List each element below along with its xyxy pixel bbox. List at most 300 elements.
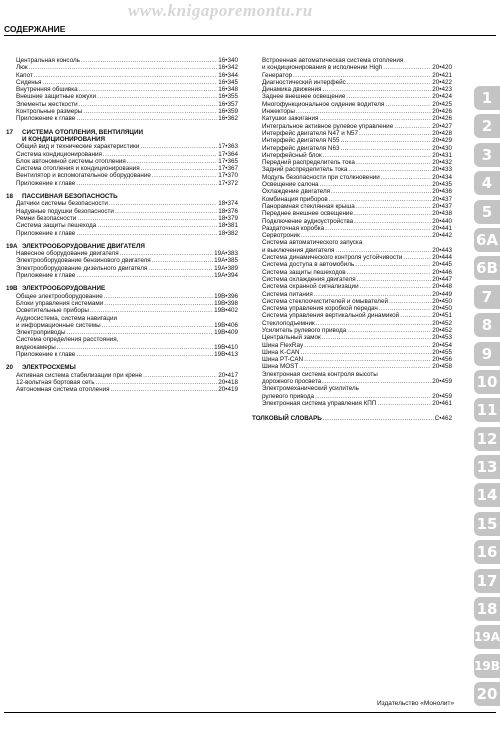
dot-leader bbox=[347, 79, 432, 86]
dot-leader bbox=[383, 64, 431, 71]
entry-title: Капот bbox=[16, 71, 33, 79]
toc-entry[interactable] bbox=[6, 200, 238, 207]
entry-page: 20•461 bbox=[432, 399, 452, 407]
toc-entry[interactable] bbox=[6, 208, 238, 215]
entry-title: Внутренняя обшивка bbox=[16, 86, 78, 94]
entry-title: Общий вид и технические характеристики bbox=[16, 143, 140, 151]
dot-leader bbox=[325, 225, 431, 232]
chapter-number: 17 bbox=[6, 128, 14, 136]
toc-entry[interactable] bbox=[6, 230, 238, 237]
chapter-tab[interactable]: 10 bbox=[474, 370, 500, 394]
entry-page: 20•456 bbox=[432, 356, 452, 364]
entry-page: 20•454 bbox=[432, 341, 452, 349]
entry-page: 20•424 bbox=[432, 93, 452, 101]
dot-leader bbox=[103, 151, 217, 158]
toc-entry[interactable] bbox=[252, 86, 452, 93]
dot-leader bbox=[301, 232, 431, 239]
entry-page: 20•420 bbox=[432, 64, 452, 72]
dot-leader bbox=[347, 327, 431, 334]
toc-entry[interactable] bbox=[6, 344, 238, 351]
entry-title: Интерфейс двигателя N63 bbox=[262, 144, 340, 152]
dot-leader bbox=[296, 108, 431, 115]
entry-title: Приложение к главе bbox=[16, 179, 76, 187]
toc-entry[interactable] bbox=[6, 272, 238, 279]
entry-title: Контрольные размеры bbox=[16, 108, 83, 116]
entry-page: 16•357 bbox=[218, 100, 238, 108]
toc-entry[interactable] bbox=[252, 181, 452, 188]
entry-page: 19B•398 bbox=[214, 299, 238, 307]
entry-page: 20•459 bbox=[432, 378, 452, 386]
entry-title: Интерфейс двигателя N55 bbox=[262, 137, 340, 145]
entry-page: 17•364 bbox=[218, 150, 238, 158]
entry-page: 20•441 bbox=[432, 224, 452, 232]
entry-title: 12-вольтная бортовая сеть bbox=[16, 378, 95, 386]
dot-leader bbox=[394, 123, 431, 130]
dot-leader bbox=[304, 356, 431, 363]
toc-entry[interactable] bbox=[252, 123, 452, 130]
toc-entry[interactable] bbox=[252, 261, 452, 268]
entry-title: Система стеклоочистителей и омывателей bbox=[262, 297, 388, 305]
toc-entry[interactable] bbox=[6, 158, 238, 165]
entry-title: Автономная система отопления bbox=[16, 386, 110, 394]
entry-title: Система доступа в автомобиль bbox=[262, 261, 355, 269]
entry-title: Шина FlexRay bbox=[262, 341, 304, 349]
dot-leader bbox=[335, 247, 431, 254]
entry-title: Система управления вертикальной динамикой bbox=[262, 312, 400, 320]
entry-page: 20•435 bbox=[432, 181, 452, 189]
entry-page: 20•432 bbox=[432, 159, 452, 167]
entry-title: Многофункциональное сидение водителя bbox=[262, 100, 385, 108]
chapter-tab[interactable]: 4 bbox=[474, 171, 500, 195]
toc-entry[interactable] bbox=[6, 307, 238, 314]
dot-leader bbox=[102, 322, 213, 329]
entry-page: 20•459 bbox=[432, 392, 452, 400]
chapter-tab[interactable]: 8 bbox=[474, 313, 500, 337]
dot-leader bbox=[347, 269, 432, 276]
dot-leader bbox=[76, 351, 213, 358]
entry-page: 20•455 bbox=[432, 348, 452, 356]
dot-leader bbox=[96, 379, 218, 386]
entry-title: Диагностический интерфейс bbox=[262, 78, 346, 86]
toc-entry[interactable] bbox=[252, 356, 452, 363]
chapter-tab[interactable]: 20 bbox=[474, 682, 500, 706]
entry-page: 20•437 bbox=[432, 195, 452, 203]
entry-page: 20•429 bbox=[432, 137, 452, 145]
toc-entry[interactable] bbox=[252, 203, 452, 210]
dot-leader bbox=[66, 329, 213, 336]
dot-leader bbox=[90, 307, 213, 314]
toc-entry[interactable] bbox=[252, 291, 452, 298]
chapter-tab[interactable]: 6A bbox=[474, 228, 500, 252]
entry-page: 20•430 bbox=[432, 144, 452, 152]
entry-page: 18•381 bbox=[218, 222, 238, 230]
dot-leader bbox=[141, 165, 218, 172]
entry-page: 17•370 bbox=[218, 172, 238, 180]
chapter-tab[interactable]: 6B bbox=[474, 256, 500, 280]
entry-title: Генератор bbox=[262, 71, 293, 79]
entry-title: Передний распределитель тока bbox=[262, 159, 355, 167]
entry-page: 20•421 bbox=[432, 71, 452, 79]
chapter-title: ПАССИВНАЯ БЕЗОПАСНОСТЬ bbox=[22, 193, 118, 201]
entry-page: 20•447 bbox=[432, 275, 452, 283]
toc-entry[interactable] bbox=[252, 145, 452, 152]
entry-title: Заднее внешнее освещение bbox=[262, 93, 346, 101]
dot-leader bbox=[354, 210, 431, 217]
dot-leader bbox=[76, 272, 213, 279]
glossary-page: С•462 bbox=[434, 415, 452, 423]
chapter-heading[interactable] bbox=[6, 285, 238, 292]
dot-leader bbox=[77, 215, 217, 222]
toc-entry-line: Аудиосистема, система навигации bbox=[16, 314, 118, 322]
entry-page: 20•426 bbox=[432, 115, 452, 123]
entry-title: Система управления коробкой передач bbox=[262, 305, 378, 313]
toc-entry[interactable] bbox=[6, 93, 238, 100]
dot-leader bbox=[104, 300, 213, 307]
entry-page: 19B•406 bbox=[214, 321, 238, 329]
dot-leader bbox=[385, 101, 431, 108]
dot-leader bbox=[400, 312, 431, 319]
entry-title: Задний распределитель тока bbox=[262, 166, 348, 174]
chapter-tab[interactable]: 16 bbox=[474, 540, 500, 564]
toc-entry[interactable] bbox=[252, 188, 452, 195]
chapter-tab[interactable]: 2 bbox=[474, 114, 500, 138]
dot-leader bbox=[354, 218, 431, 225]
entry-title: Приложение к главе bbox=[16, 229, 76, 237]
toc-entry-line: Встроенная автоматическая система отопления bbox=[262, 57, 404, 64]
dot-leader bbox=[299, 363, 431, 370]
entry-title: Центральный замок bbox=[262, 334, 321, 342]
toc-entry[interactable] bbox=[252, 334, 452, 341]
entry-title: Электроприводы bbox=[16, 329, 66, 337]
entry-page: 20•453 bbox=[432, 334, 452, 342]
toc-entry[interactable] bbox=[6, 86, 238, 93]
toc-entry[interactable] bbox=[252, 196, 452, 203]
toc-entry[interactable] bbox=[252, 269, 452, 276]
entry-title: Подключение аудиоустройства bbox=[262, 217, 354, 225]
toc-entry[interactable] bbox=[252, 137, 452, 144]
entry-page: 20•431 bbox=[432, 151, 452, 159]
toc-entry-line: Электронная система контроля высоты bbox=[262, 370, 378, 378]
toc-entry[interactable] bbox=[252, 320, 452, 327]
toc-entry[interactable] bbox=[6, 64, 238, 71]
dot-leader bbox=[109, 200, 217, 207]
entry-title: Сиденья bbox=[16, 78, 42, 86]
entry-title: Вентилятор и вспомогательное оборудование bbox=[16, 172, 151, 180]
chapter-tab[interactable]: 11 bbox=[474, 398, 500, 422]
entry-title: Внешние защитные кожухи bbox=[16, 93, 97, 101]
toc-entry[interactable] bbox=[252, 210, 452, 217]
dot-leader bbox=[360, 283, 432, 290]
entry-page: 16•359 bbox=[218, 108, 238, 116]
entry-title: Люк bbox=[16, 64, 28, 72]
watermark: www.knigaporemontu.ru bbox=[128, 1, 313, 20]
entry-title: дорожного просвета bbox=[262, 378, 322, 386]
toc-entry[interactable] bbox=[6, 293, 238, 300]
entry-page: 16•342 bbox=[218, 64, 238, 72]
entry-page: 20•436 bbox=[432, 188, 452, 196]
entry-title: Блоки управления системами bbox=[16, 299, 104, 307]
toc-entry[interactable] bbox=[6, 215, 238, 222]
toc-entry[interactable] bbox=[252, 166, 452, 173]
toc-entry[interactable] bbox=[6, 72, 238, 79]
entry-title: Освещение салона bbox=[262, 181, 319, 189]
entry-page: 20•419 bbox=[218, 386, 238, 394]
toc-entry[interactable] bbox=[6, 143, 238, 150]
entry-page: 19A•394 bbox=[214, 272, 238, 280]
chapter-number: 18 bbox=[6, 193, 14, 201]
entry-page: 20•417 bbox=[218, 371, 238, 379]
chapter-tab[interactable]: 19A bbox=[474, 625, 500, 649]
dot-leader bbox=[143, 372, 217, 379]
entry-title: Система отопления и кондиционирования bbox=[16, 165, 140, 173]
dot-leader bbox=[322, 86, 431, 93]
entry-page: 19A•385 bbox=[214, 257, 238, 265]
chapter-tab[interactable]: 17 bbox=[474, 569, 500, 593]
entry-title: Система защиты пешехода bbox=[16, 222, 97, 230]
entry-title: Охлаждение двигателя bbox=[262, 188, 331, 196]
dot-leader bbox=[329, 196, 432, 203]
toc-entry[interactable] bbox=[252, 349, 452, 356]
entry-title: Модуль безопасности при столкновении bbox=[262, 173, 380, 181]
dot-leader bbox=[76, 180, 217, 187]
dot-leader bbox=[79, 86, 218, 93]
dot-leader bbox=[148, 265, 213, 272]
toc-entry[interactable] bbox=[6, 115, 238, 122]
toc-entry[interactable] bbox=[6, 265, 238, 272]
chapter-heading[interactable] bbox=[6, 129, 238, 136]
toc-entry[interactable] bbox=[252, 393, 452, 400]
toc-entry[interactable] bbox=[252, 363, 452, 370]
dot-leader bbox=[356, 203, 431, 210]
toc-entry[interactable] bbox=[252, 232, 452, 239]
chapter-tab[interactable]: 9 bbox=[474, 342, 500, 366]
entry-title: Инжекторы bbox=[262, 108, 295, 116]
dot-leader bbox=[29, 64, 218, 71]
toc-entry[interactable] bbox=[252, 174, 452, 181]
toc-entry[interactable] bbox=[252, 108, 452, 115]
toc-right-column bbox=[252, 57, 452, 423]
entry-page: 16•340 bbox=[218, 57, 238, 64]
toc-entry[interactable] bbox=[252, 247, 452, 254]
toc-entry[interactable] bbox=[252, 79, 452, 86]
dot-leader bbox=[377, 400, 431, 407]
toc-entry[interactable] bbox=[6, 222, 238, 229]
toc-entry[interactable] bbox=[6, 322, 238, 329]
dot-leader bbox=[331, 188, 431, 195]
glossary-entry[interactable] bbox=[252, 415, 452, 422]
footer-rule bbox=[4, 712, 496, 713]
toc-entry[interactable] bbox=[252, 101, 452, 108]
entry-page: 20•451 bbox=[432, 312, 452, 320]
entry-page: 17•363 bbox=[218, 143, 238, 151]
header-rule bbox=[4, 35, 496, 36]
entry-title: Надувные подушки безопасности bbox=[16, 207, 114, 215]
entry-page: 20•450 bbox=[432, 305, 452, 313]
toc-entry[interactable] bbox=[252, 298, 452, 305]
entry-title: Электронная система управления КПП bbox=[262, 399, 377, 407]
entry-page: 20•423 bbox=[432, 86, 452, 94]
entry-page: 19B•396 bbox=[214, 292, 238, 300]
entry-title: Ремни безопасности bbox=[16, 214, 77, 222]
chapter-tab[interactable]: 3 bbox=[474, 143, 500, 167]
dot-leader bbox=[76, 115, 217, 122]
entry-title: и информационные системы bbox=[16, 321, 101, 329]
dot-leader bbox=[359, 130, 431, 137]
dot-leader bbox=[348, 166, 431, 173]
chapter-title: ЭЛЕКТРООБОРУДОВАНИЕ ДВИГАТЕЛЯ bbox=[22, 242, 145, 250]
toc-entry[interactable] bbox=[6, 351, 238, 358]
entry-page: 20•445 bbox=[432, 261, 452, 269]
dot-leader bbox=[389, 298, 431, 305]
entry-page: 19B•409 bbox=[214, 329, 238, 337]
toc-entry[interactable] bbox=[6, 379, 238, 386]
chapter-tab[interactable]: 1 bbox=[474, 86, 500, 110]
dot-leader bbox=[314, 291, 432, 298]
toc-entry[interactable] bbox=[6, 257, 238, 264]
dot-leader bbox=[152, 172, 217, 179]
toc-entry[interactable] bbox=[252, 115, 452, 122]
entry-title: Блок автономной системы отопления bbox=[16, 157, 126, 165]
chapter-heading[interactable] bbox=[6, 364, 238, 371]
entry-page: 20•452 bbox=[432, 319, 452, 327]
entry-page: 20•427 bbox=[432, 122, 452, 130]
toc-entry-line: Электромеханический усилитель bbox=[262, 385, 359, 393]
chapter-tab[interactable]: 15 bbox=[474, 512, 500, 536]
entry-title: Активная система стабилизации при крене bbox=[16, 371, 143, 379]
entry-page: 18•374 bbox=[218, 200, 238, 208]
entry-title: видеокамеры bbox=[16, 343, 56, 351]
entry-page: 20•418 bbox=[218, 378, 238, 386]
entry-page: 20•434 bbox=[432, 173, 452, 181]
toc-entry[interactable] bbox=[252, 283, 452, 290]
toc-entry[interactable] bbox=[6, 372, 238, 379]
entry-page: 20•440 bbox=[432, 217, 452, 225]
toc-entry[interactable] bbox=[252, 93, 452, 100]
entry-title: Катушки зажигания bbox=[262, 115, 319, 123]
dot-leader bbox=[356, 159, 431, 166]
chapter-tab[interactable]: 18 bbox=[474, 597, 500, 621]
toc-entry[interactable] bbox=[6, 386, 238, 393]
entry-title: Интегральное активное рулевое управление bbox=[262, 122, 394, 130]
dot-leader bbox=[104, 293, 213, 300]
chapter-tab[interactable]: 13 bbox=[474, 455, 500, 479]
dot-leader bbox=[323, 415, 434, 422]
chapter-tab[interactable]: 5 bbox=[474, 200, 500, 224]
toc-entry[interactable] bbox=[6, 172, 238, 179]
toc-entry[interactable] bbox=[6, 57, 238, 64]
toc-entry[interactable] bbox=[252, 64, 452, 71]
toc-entry[interactable] bbox=[252, 312, 452, 319]
publisher: Издательство «Монолит» bbox=[377, 700, 455, 707]
toc-entry[interactable] bbox=[6, 329, 238, 336]
entry-title: Стеклоподъемник bbox=[262, 319, 315, 327]
entry-page: 20•437 bbox=[432, 202, 452, 210]
entry-page: 20•428 bbox=[432, 129, 452, 137]
chapter-heading-cont: И КОНДИЦИОНИРОВАНИЯ bbox=[22, 135, 106, 143]
dot-leader bbox=[152, 257, 213, 264]
toc-entry[interactable] bbox=[6, 101, 238, 108]
entry-title: Электрооборудование дизельного двигателя bbox=[16, 264, 148, 272]
dot-leader bbox=[111, 386, 218, 393]
entry-title: Центральная консоль bbox=[16, 57, 80, 64]
chapter-number: 19B bbox=[6, 285, 18, 293]
entry-title: Система динамического контроля устойчивости bbox=[262, 254, 403, 262]
toc-entry[interactable] bbox=[6, 180, 238, 187]
entry-page: 20•449 bbox=[432, 290, 452, 298]
entry-title: Приложение к главе bbox=[16, 115, 76, 123]
chapter-number: 20 bbox=[6, 364, 14, 372]
entry-page: 20•452 bbox=[432, 326, 452, 334]
chapter-tab[interactable]: 12 bbox=[474, 427, 500, 451]
entry-title: Шина K-CAN bbox=[262, 348, 300, 356]
toc-left-column bbox=[6, 57, 238, 393]
chapter-tab[interactable]: 7 bbox=[474, 285, 500, 309]
dot-leader bbox=[97, 222, 217, 229]
entry-title: и выключения двигателя bbox=[262, 246, 335, 254]
entry-title: Система кондиционирования bbox=[16, 150, 102, 158]
entry-page: 19B•410 bbox=[214, 343, 238, 351]
entry-title: Интерфейс двигателя N47 и N57 bbox=[262, 129, 359, 137]
dot-leader bbox=[293, 72, 431, 79]
dot-leader bbox=[304, 342, 431, 349]
entry-title: Система охлаждения двигателя bbox=[262, 275, 356, 283]
dot-leader bbox=[83, 108, 217, 115]
entry-title: Общее электрооборудование bbox=[16, 292, 103, 300]
entry-page: 19B•413 bbox=[214, 350, 238, 358]
toc-entry[interactable] bbox=[252, 400, 452, 407]
chapter-tab[interactable]: 14 bbox=[474, 483, 500, 507]
entry-title: Система охранной сигнализации bbox=[262, 283, 359, 291]
dot-leader bbox=[127, 158, 217, 165]
toc-entry[interactable] bbox=[6, 108, 238, 115]
entry-title: Шина PT-CAN bbox=[262, 356, 304, 364]
entry-page: 20•425 bbox=[432, 100, 452, 108]
toc-entry[interactable] bbox=[252, 225, 452, 232]
entry-title: и кондиционирования в исполнении High bbox=[262, 64, 383, 72]
toc-entry[interactable] bbox=[6, 151, 238, 158]
chapter-tabs bbox=[474, 86, 500, 711]
entry-page: 20•444 bbox=[432, 254, 452, 262]
entry-page: 17•367 bbox=[218, 165, 238, 173]
entry-page: 19A•389 bbox=[214, 264, 238, 272]
entry-page: 18•376 bbox=[218, 207, 238, 215]
chapter-title: СИСТЕМА ОТОПЛЕНИЯ, ВЕНТИЛЯЦИИ bbox=[22, 128, 144, 136]
dot-leader bbox=[322, 334, 432, 341]
dot-leader bbox=[357, 276, 432, 283]
entry-page: 20•433 bbox=[432, 166, 452, 174]
toc-entry[interactable] bbox=[252, 72, 452, 79]
dot-leader bbox=[346, 93, 431, 100]
entry-page: 20•448 bbox=[432, 283, 452, 291]
page-header bbox=[0, 0, 500, 32]
chapter-tab[interactable]: 19B bbox=[474, 654, 500, 678]
entry-page: 20•438 bbox=[432, 210, 452, 218]
toc-entry[interactable] bbox=[252, 218, 452, 225]
entry-title: Электрооборудование бензинового двигателя bbox=[16, 257, 151, 265]
entry-page: 20•450 bbox=[432, 297, 452, 305]
toc-entry[interactable] bbox=[252, 342, 452, 349]
entry-page: 20•426 bbox=[432, 108, 452, 116]
entry-page: 16•344 bbox=[218, 71, 238, 79]
dot-leader bbox=[316, 320, 432, 327]
entry-page: 16•348 bbox=[218, 86, 238, 94]
entry-title: Приложение к главе bbox=[16, 272, 76, 280]
page-title: СОДЕРЖАНИЕ bbox=[4, 24, 66, 34]
entry-title: Усилитель рулевого привода bbox=[262, 326, 347, 334]
dot-leader bbox=[76, 230, 217, 237]
dot-leader bbox=[403, 254, 431, 261]
dot-leader bbox=[340, 137, 431, 144]
